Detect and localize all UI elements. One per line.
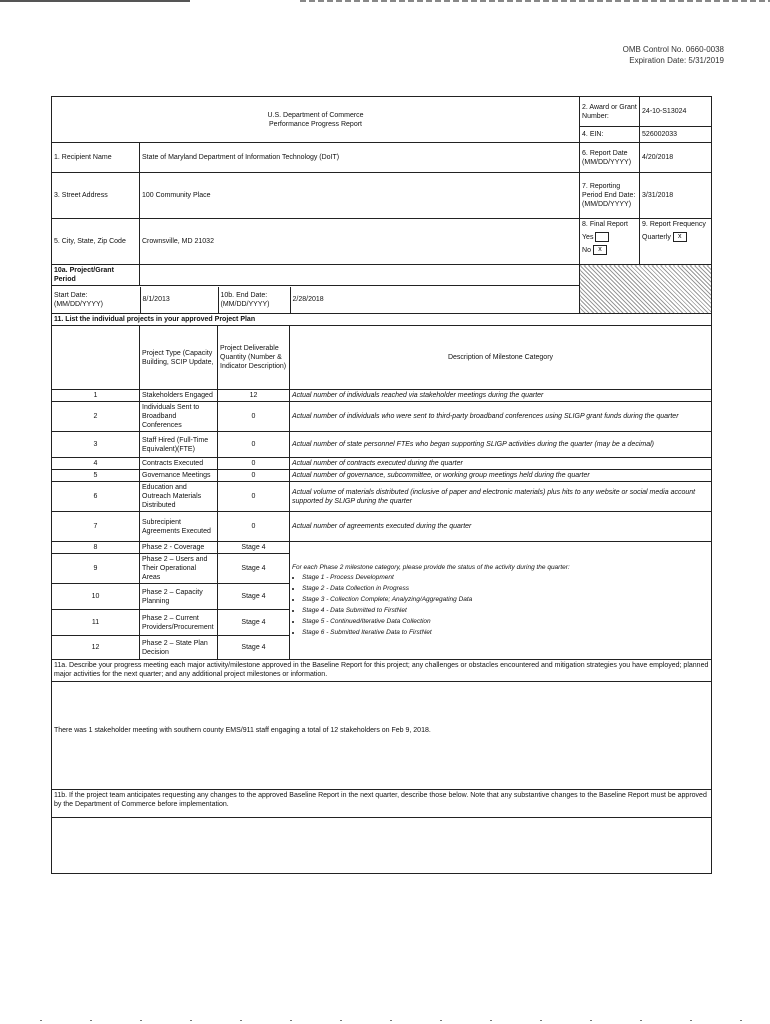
report-frequency-label: 9. Report Frequency xyxy=(642,221,706,228)
milestone-description: Actual number of governance, subcommittee, or working group meetings held during the quarter xyxy=(290,470,712,482)
project-type: Contracts Executed xyxy=(140,458,218,470)
city-state-zip-label: 5. City, State, Zip Code xyxy=(52,219,140,265)
project-type: Individuals Sent to Broadband Conferences xyxy=(140,402,218,432)
table-row xyxy=(52,432,712,458)
deliverable-quantity[interactable]: Stage 4 xyxy=(218,636,290,660)
scan-edge-line xyxy=(0,0,190,2)
start-date-field[interactable]: 8/1/2013 xyxy=(140,287,218,313)
deliverable-quantity[interactable]: Stage 4 xyxy=(218,610,290,636)
ein-label: 4. EIN: xyxy=(580,127,640,143)
table-row xyxy=(52,402,712,432)
milestone-description: Actual number of state personnel FTEs who began supporting SLIGP activities during the quarter (may be a decimal) xyxy=(290,432,712,458)
deliverable-quantity[interactable]: 0 xyxy=(218,458,290,470)
question-11b: 11b. If the project team anticipates requesting any changes to the approved Baseline Report in the next quarter, describe those below. Note that any substantive changes to the Baseline Report must be approved by the Department of Commerce before implementation. xyxy=(52,790,712,818)
omb-control-number: OMB Control No. 0660-0038 xyxy=(622,45,724,54)
deliverable-quantity[interactable]: 0 xyxy=(218,470,290,482)
table-row xyxy=(52,390,712,402)
report-date-label: 6. Report Date (MM/DD/YYYY) xyxy=(580,143,640,173)
project-type: Phase 2 – Users and Their Operational Areas xyxy=(140,554,218,584)
quarterly-checkbox[interactable]: x xyxy=(673,232,687,242)
milestone-description: Actual number of contracts executed during the quarter xyxy=(290,458,712,470)
blank-cell xyxy=(140,265,580,286)
table-row xyxy=(52,512,712,542)
recipient-name-label: 1. Recipient Name xyxy=(52,143,140,173)
project-type-header: Project Type (Capacity Building, SCIP Update, xyxy=(140,326,218,390)
project-type: Phase 2 – Current Providers/Procurement xyxy=(140,610,218,636)
milestone-description: Actual number of individuals reached via stakeholder meetings during the quarter xyxy=(290,390,712,402)
project-type: Staff Hired (Full-Time Equivalent)(FTE) xyxy=(140,432,218,458)
omb-info xyxy=(623,44,724,66)
row-number: 12 xyxy=(52,636,140,660)
deliverable-quantity[interactable]: 0 xyxy=(218,512,290,542)
milestone-description: Actual number of individuals who were sent to third-party broadband conferences using SLIGP grant funds during the quarter xyxy=(290,402,712,432)
question-11a: 11a. Describe your progress meeting each major activity/milestone approved in the Baseline Report for this project; any challenges or obstacles encountered and mitigation strategies you have employed; planned major activities for the next quarter; and any additional project milestones or information. xyxy=(52,660,712,682)
row-number: 1 xyxy=(52,390,140,402)
header-blank xyxy=(52,326,140,390)
final-report-cell xyxy=(580,219,640,265)
row-number: 3 xyxy=(52,432,140,458)
answer-11a-text: There was 1 stakeholder meeting with southern county EMS/911 staff engaging a total of 12 stakeholders on Feb 9, 2018. xyxy=(54,727,431,734)
final-report-label: 8. Final Report xyxy=(582,221,628,228)
project-type: Subrecipient Agreements Executed xyxy=(140,512,218,542)
project-type: Governance Meetings xyxy=(140,470,218,482)
table-row xyxy=(52,542,712,554)
report-date-field[interactable]: 4/20/2018 xyxy=(640,143,712,173)
row-number: 5 xyxy=(52,470,140,482)
end-date-label: 10b. End Date: (MM/DD/YYYY) xyxy=(218,287,290,313)
project-list-label: 11. List the individual projects in your approved Project Plan xyxy=(52,314,712,326)
table-row xyxy=(52,482,712,512)
final-report-no-checkbox[interactable]: x xyxy=(593,245,607,255)
project-period-row xyxy=(52,286,580,314)
milestone-description-header: Description of Milestone Category xyxy=(290,326,712,390)
deliverable-header: Project Deliverable Quantity (Number & Indicator Description) xyxy=(218,326,290,390)
deliverable-quantity[interactable]: Stage 4 xyxy=(218,554,290,584)
row-number: 4 xyxy=(52,458,140,470)
answer-11a-field[interactable] xyxy=(52,682,712,790)
no-label: No xyxy=(582,246,591,254)
row-number: 11 xyxy=(52,610,140,636)
phase-intro: For each Phase 2 milestone category, please provide the status of the activity during the quarter: xyxy=(292,564,570,571)
stage-item: • Stage 6 - Submitted Iterative Data to FirstNet xyxy=(302,627,709,638)
table-row xyxy=(52,458,712,470)
stage-list xyxy=(292,572,709,638)
deliverable-quantity[interactable]: 12 xyxy=(218,390,290,402)
report-title xyxy=(52,97,580,143)
row-number: 7 xyxy=(52,512,140,542)
end-date-field[interactable]: 2/28/2018 xyxy=(292,296,324,303)
quarterly-label: Quarterly xyxy=(642,233,671,241)
period-end-label: 7. Reporting Period End Date: (MM/DD/YYYY) xyxy=(580,173,640,219)
award-number-label: 2. Award or Grant Number: xyxy=(580,97,640,127)
city-state-zip-field[interactable]: Crownsville, MD 21032 xyxy=(140,219,580,265)
street-address-label: 3. Street Address xyxy=(52,173,140,219)
row-number: 6 xyxy=(52,482,140,512)
expiration-date: Expiration Date: 5/31/2019 xyxy=(629,56,724,65)
deliverable-quantity[interactable]: 0 xyxy=(218,402,290,432)
project-type: Stakeholders Engaged xyxy=(140,390,218,402)
deliverable-quantity[interactable]: Stage 4 xyxy=(218,542,290,554)
stage-item: • Stage 4 - Data Submitted to FirstNet xyxy=(302,605,709,616)
department-name: U.S. Department of Commerce xyxy=(267,111,364,119)
answer-11b-field[interactable] xyxy=(52,818,712,874)
project-type: Phase 2 – State Plan Decision xyxy=(140,636,218,660)
stage-item: • Stage 5 - Continued/Iterative Data Collection xyxy=(302,616,709,627)
scan-edge-line xyxy=(300,0,770,2)
table-row xyxy=(52,470,712,482)
row-number: 8 xyxy=(52,542,140,554)
stage-item: • Stage 3 - Collection Complete; Analyzing/Aggregating Data xyxy=(302,594,709,605)
final-report-yes-checkbox[interactable] xyxy=(595,232,609,242)
row-number: 2 xyxy=(52,402,140,432)
stage-item: • Stage 1 - Process Development xyxy=(302,572,709,583)
ein-field[interactable]: 526002033 xyxy=(640,127,712,143)
project-type: Phase 2 – Capacity Planning xyxy=(140,584,218,610)
report-frequency-cell xyxy=(640,219,712,265)
project-type: Education and Outreach Materials Distributed xyxy=(140,482,218,512)
row-number: 9 xyxy=(52,554,140,584)
performance-progress-report-form xyxy=(51,96,712,874)
project-type: Phase 2 - Coverage xyxy=(140,542,218,554)
deliverable-quantity[interactable]: Stage 4 xyxy=(218,584,290,610)
redacted-area xyxy=(580,265,712,314)
award-number-field[interactable]: 24-10-S13024 xyxy=(640,97,712,127)
deliverable-quantity[interactable]: 0 xyxy=(218,482,290,512)
row-number: 10 xyxy=(52,584,140,610)
period-end-field[interactable]: 3/31/2018 xyxy=(640,173,712,219)
scan-bottom-marks xyxy=(40,1020,760,1021)
report-name: Performance Progress Report xyxy=(269,120,362,128)
stage-item: • Stage 2 - Data Collection in Progress xyxy=(302,583,709,594)
street-address-field[interactable]: 100 Community Place xyxy=(140,173,580,219)
recipient-name-field[interactable]: State of Maryland Department of Information Technology (DoIT) xyxy=(140,143,580,173)
yes-label: Yes xyxy=(582,233,594,241)
stage-legend xyxy=(290,542,712,660)
milestone-description: Actual number of agreements executed during the quarter xyxy=(290,512,712,542)
project-period-label: 10a. Project/Grant Period xyxy=(52,265,140,286)
deliverable-quantity[interactable]: 0 xyxy=(218,432,290,458)
start-date-label: Start Date: (MM/DD/YYYY) xyxy=(52,287,140,313)
milestone-description: Actual volume of materials distributed (inclusive of paper and electronic materials) plus hits to any website or social media account supported by SLIGP during the quarter xyxy=(290,482,712,512)
